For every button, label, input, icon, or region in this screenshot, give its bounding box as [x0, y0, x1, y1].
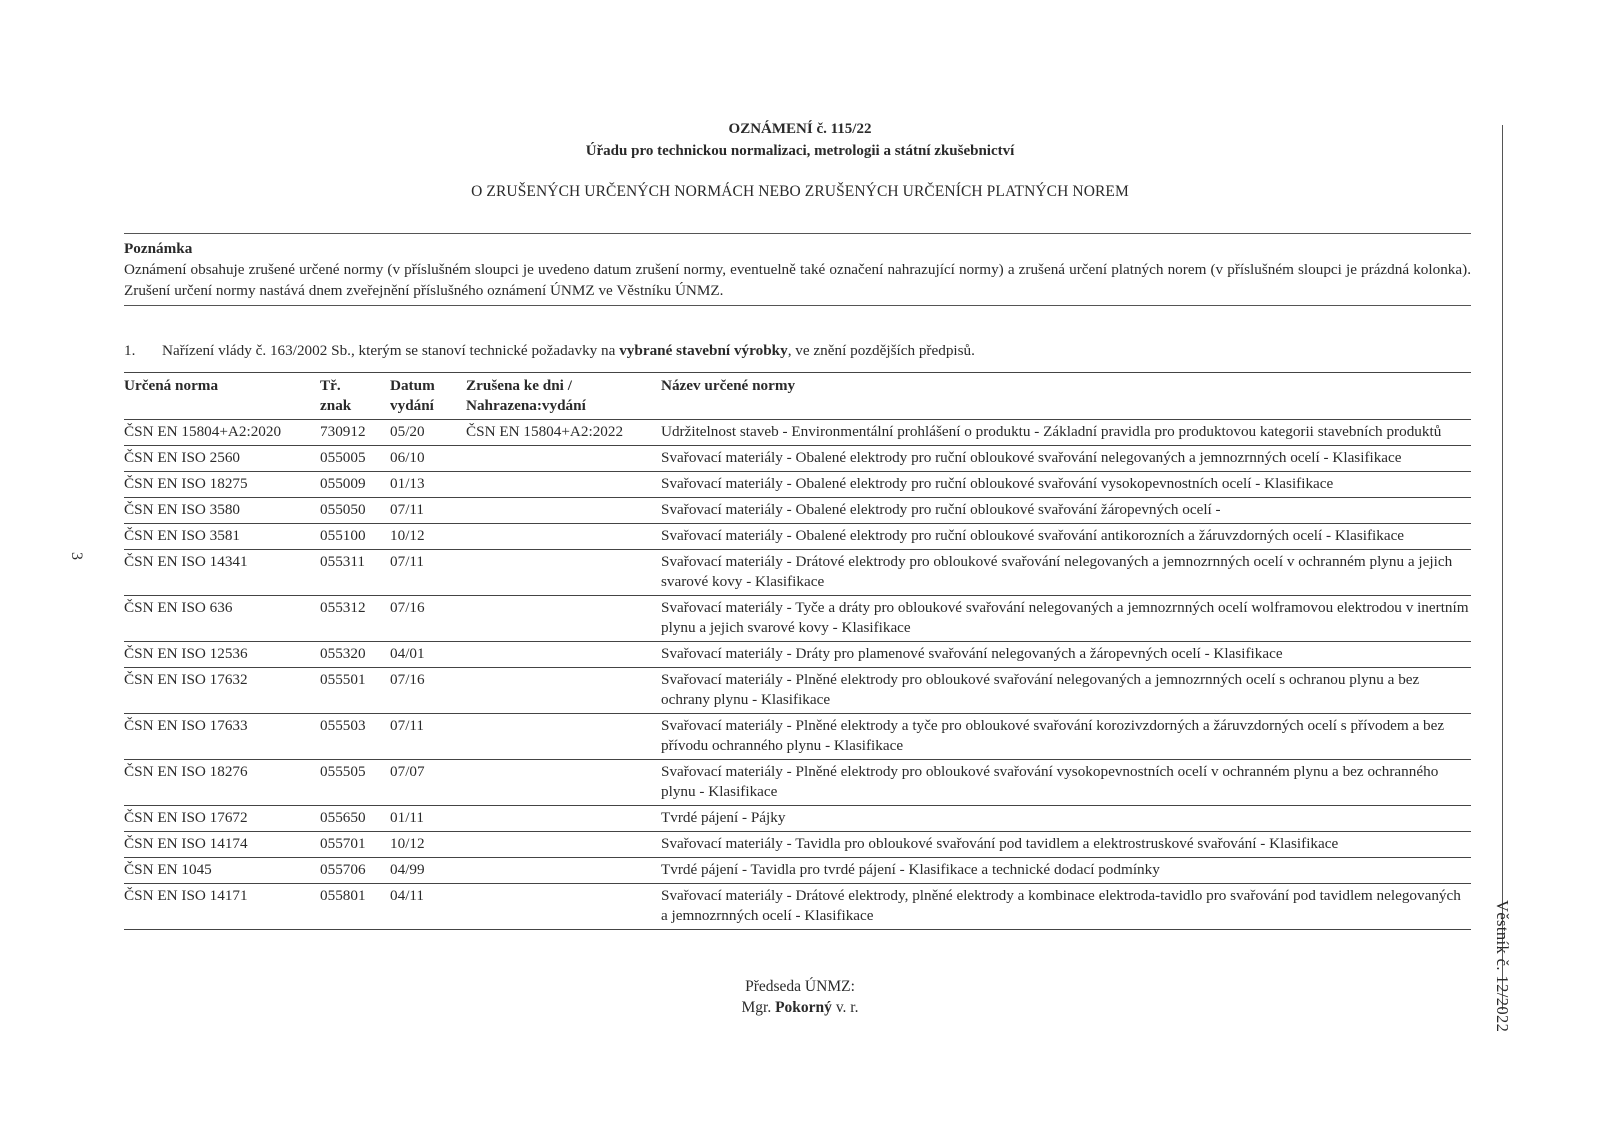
cell-name: Svařovací materiály - Obalené elektrody pro ruční obloukové svařování nelegovaných a jemnozrnných ocelí - Klasifikace: [661, 449, 1402, 466]
cell-norm: ČSN EN ISO 12536: [124, 645, 248, 662]
cell-norm: ČSN EN ISO 2560: [124, 449, 241, 466]
cell-name: Svařovací materiály - Dráty pro plamenové svařování nelegovaných a žáropevných ocelí - Klasifikace: [661, 645, 1283, 662]
cell-date: 04/11: [390, 887, 425, 904]
header-cancelled: Zrušena ke dni / Nahrazena:vydání: [466, 377, 586, 414]
table-row: [124, 446, 1471, 472]
cell-date: 01/11: [390, 809, 425, 826]
section-heading: [124, 342, 975, 360]
document-topic: O ZRUŠENÝCH URČENÝCH NORMÁCH NEBO ZRUŠENÝCH URČENÍCH PLATNÝCH NOREM: [471, 183, 1129, 200]
cell-name: Svařovací materiály - Drátové elektrody pro obloukové svařování nelegovaných a jemnozrnných ocelí v ochranném plynu a jejich svarové kovy - Klasifikace: [661, 553, 1453, 590]
cell-norm: ČSN EN ISO 18276: [124, 763, 248, 780]
cell-name: Tvrdé pájení - Tavidla pro tvrdé pájení - Klasifikace a technické dodací podmínky: [661, 861, 1160, 878]
cell-date: 06/10: [390, 449, 425, 466]
cell-norm: ČSN EN ISO 14341: [124, 553, 248, 570]
cell-cancelled: [466, 472, 661, 498]
table-row: [124, 642, 1471, 668]
signature-name: Mgr. Pokorný v. r.: [741, 999, 859, 1016]
cell-cancelled: [466, 524, 661, 550]
table-row: [124, 714, 1471, 760]
table-row: [124, 498, 1471, 524]
cell-cancelled: [466, 884, 661, 930]
cell-date: 07/16: [390, 599, 425, 616]
cell-name: Udržitelnost staveb - Environmentální prohlášení o produktu - Základní pravidla pro produktovou kategorii stavebních produktů: [661, 423, 1442, 440]
cell-name: Svařovací materiály - Obalené elektrody pro ruční obloukové svařování vysokopevnostních ocelí - Klasifikace: [661, 475, 1334, 492]
cell-cancelled: [466, 714, 661, 760]
section-number: 1.: [124, 342, 136, 359]
signature-title: Předseda ÚNMZ:: [745, 978, 855, 995]
cell-class: 055311: [320, 553, 365, 570]
table-row: [124, 596, 1471, 642]
cell-norm: ČSN EN ISO 3581: [124, 527, 241, 544]
cell-name: Svařovací materiály - Plněné elektrody a tyče pro obloukové svařování korozivzdorných a žáruvzdorných ocelí s přívodem a bez přívodu ochranného plynu - Klasifikace: [661, 717, 1445, 754]
header-name: Název určené normy: [661, 377, 796, 394]
norms-table: [124, 372, 1471, 930]
cell-name: Svařovací materiály - Tavidla pro obloukové svařování pod tavidlem a elektrostruskové svařování - Klasifikace: [661, 835, 1339, 852]
cell-class: 055505: [320, 763, 366, 780]
cell-class: 055320: [320, 645, 366, 662]
cell-name: Svařovací materiály - Obalené elektrody pro ruční obloukové svařování žáropevných ocelí -: [661, 501, 1221, 518]
section-text-bold: vybrané stavební výrobky: [619, 342, 788, 359]
section-text-after: , ve znění pozdějších předpisů.: [787, 342, 975, 359]
cell-class: 055801: [320, 887, 366, 904]
right-margin-rule: [1502, 125, 1503, 1010]
cell-cancelled: [466, 550, 661, 596]
cell-norm: ČSN EN ISO 17633: [124, 717, 248, 734]
header-class: Tř. znak: [320, 377, 352, 414]
cell-cancelled: [466, 832, 661, 858]
page-number: 3: [68, 552, 85, 560]
cell-norm: ČSN EN ISO 3580: [124, 501, 241, 518]
table-row: [124, 884, 1471, 930]
cell-class: 055706: [320, 861, 366, 878]
cell-cancelled: [466, 858, 661, 884]
section-text-before: Nařízení vlády č. 163/2002 Sb., kterým se stanoví technické požadavky na: [162, 342, 620, 359]
cell-class: 055503: [320, 717, 366, 734]
table-row: [124, 472, 1471, 498]
cell-name: Svařovací materiály - Drátové elektrody, plněné elektrody a kombinace elektroda-tavidlo pro svařování pod tavidlem nelegovaných a jemnozrnných ocelí - Klasifikace: [661, 887, 1461, 924]
cell-norm: ČSN EN 15804+A2:2020: [124, 423, 282, 440]
cell-class: 055701: [320, 835, 366, 852]
cell-class: 055501: [320, 671, 366, 688]
cell-date: 01/13: [390, 475, 425, 492]
document-title: OZNÁMENÍ č. 115/22: [728, 121, 872, 137]
cell-date: 04/01: [390, 645, 425, 662]
cell-date: 07/11: [390, 717, 425, 734]
cell-norm: ČSN EN ISO 18275: [124, 475, 248, 492]
cell-cancelled: [466, 806, 661, 832]
document-subtitle: Úřadu pro technickou normalizaci, metrologii a státní zkušebnictví: [585, 143, 1015, 159]
table-row: [124, 668, 1471, 714]
journal-issue: Věstník č. 12/2022: [1493, 900, 1512, 1033]
cell-class: 730912: [320, 423, 366, 440]
table-row: [124, 858, 1471, 884]
cell-class: 055005: [320, 449, 366, 466]
cell-cancelled: [466, 446, 661, 472]
table-row: [124, 806, 1471, 832]
note-text: Oznámení obsahuje zrušené určené normy (v příslušném sloupci je uvedeno datum zrušení normy, eventuelně také označení nahrazující normy) a zrušená určení platných norem (v příslušném sloupci je prázdná kolonka). Zrušení určení normy nastává dnem zveřejnění příslušného oznámení ÚNMZ ve Věstníku ÚNMZ.: [124, 261, 1471, 299]
header-date: Datum vydání: [390, 377, 435, 414]
cell-norm: ČSN EN ISO 17632: [124, 671, 248, 688]
cell-date: 05/20: [390, 423, 425, 440]
cell-cancelled: [466, 668, 661, 714]
cell-cancelled: [466, 760, 661, 806]
cell-class: 055100: [320, 527, 366, 544]
cell-class: 055650: [320, 809, 366, 826]
cell-name: Svařovací materiály - Tyče a dráty pro obloukové svařování nelegovaných a jemnozrnných ocelí wolframovou elektrodou v inertním plynu a jejich svarové kovy - Klasifikace: [661, 599, 1469, 636]
table-header-row: [124, 373, 1471, 420]
cell-cancelled: [466, 596, 661, 642]
cell-cancelled: [466, 498, 661, 524]
cell-norm: ČSN EN ISO 14171: [124, 887, 248, 904]
note-heading: Poznámka: [124, 240, 193, 257]
cell-name: Svařovací materiály - Plněné elektrody pro obloukové svařování nelegovaných a jemnozrnných ocelí s ochranou plynu a bez ochrany plynu - Klasifikace: [661, 671, 1420, 708]
cell-date: 07/07: [390, 763, 425, 780]
cell-date: 07/11: [390, 501, 425, 518]
table-row: [124, 524, 1471, 550]
cell-date: 10/12: [390, 527, 425, 544]
cell-norm: ČSN EN 1045: [124, 861, 212, 878]
note-top-rule: [124, 233, 1471, 234]
header-norm: Určená norma: [124, 377, 219, 394]
cell-cancelled: ČSN EN 15804+A2:2022: [466, 423, 624, 440]
cell-name: Svařovací materiály - Obalené elektrody pro ruční obloukové svařování antikorozních a žáruvzdorných ocelí - Klasifikace: [661, 527, 1405, 544]
cell-class: 055312: [320, 599, 366, 616]
cell-date: 07/11: [390, 553, 425, 570]
cell-class: 055009: [320, 475, 366, 492]
cell-cancelled: [466, 642, 661, 668]
table-row: [124, 550, 1471, 596]
table-row: [124, 832, 1471, 858]
note-block: [124, 238, 1471, 301]
cell-norm: ČSN EN ISO 636: [124, 599, 233, 616]
cell-date: 04/99: [390, 861, 425, 878]
cell-date: 10/12: [390, 835, 425, 852]
cell-name: Tvrdé pájení - Pájky: [661, 809, 786, 826]
cell-date: 07/16: [390, 671, 425, 688]
signature-surname: Pokorný: [775, 999, 832, 1016]
note-bottom-rule: [124, 305, 1471, 306]
cell-class: 055050: [320, 501, 366, 518]
cell-name: Svařovací materiály - Plněné elektrody pro obloukové svařování vysokopevnostních ocelí v ochranném plynu a bez ochranného plynu - Klasifikace: [661, 763, 1439, 800]
cell-norm: ČSN EN ISO 17672: [124, 809, 248, 826]
cell-norm: ČSN EN ISO 14174: [124, 835, 248, 852]
table-row: [124, 420, 1471, 446]
table-row: [124, 760, 1471, 806]
